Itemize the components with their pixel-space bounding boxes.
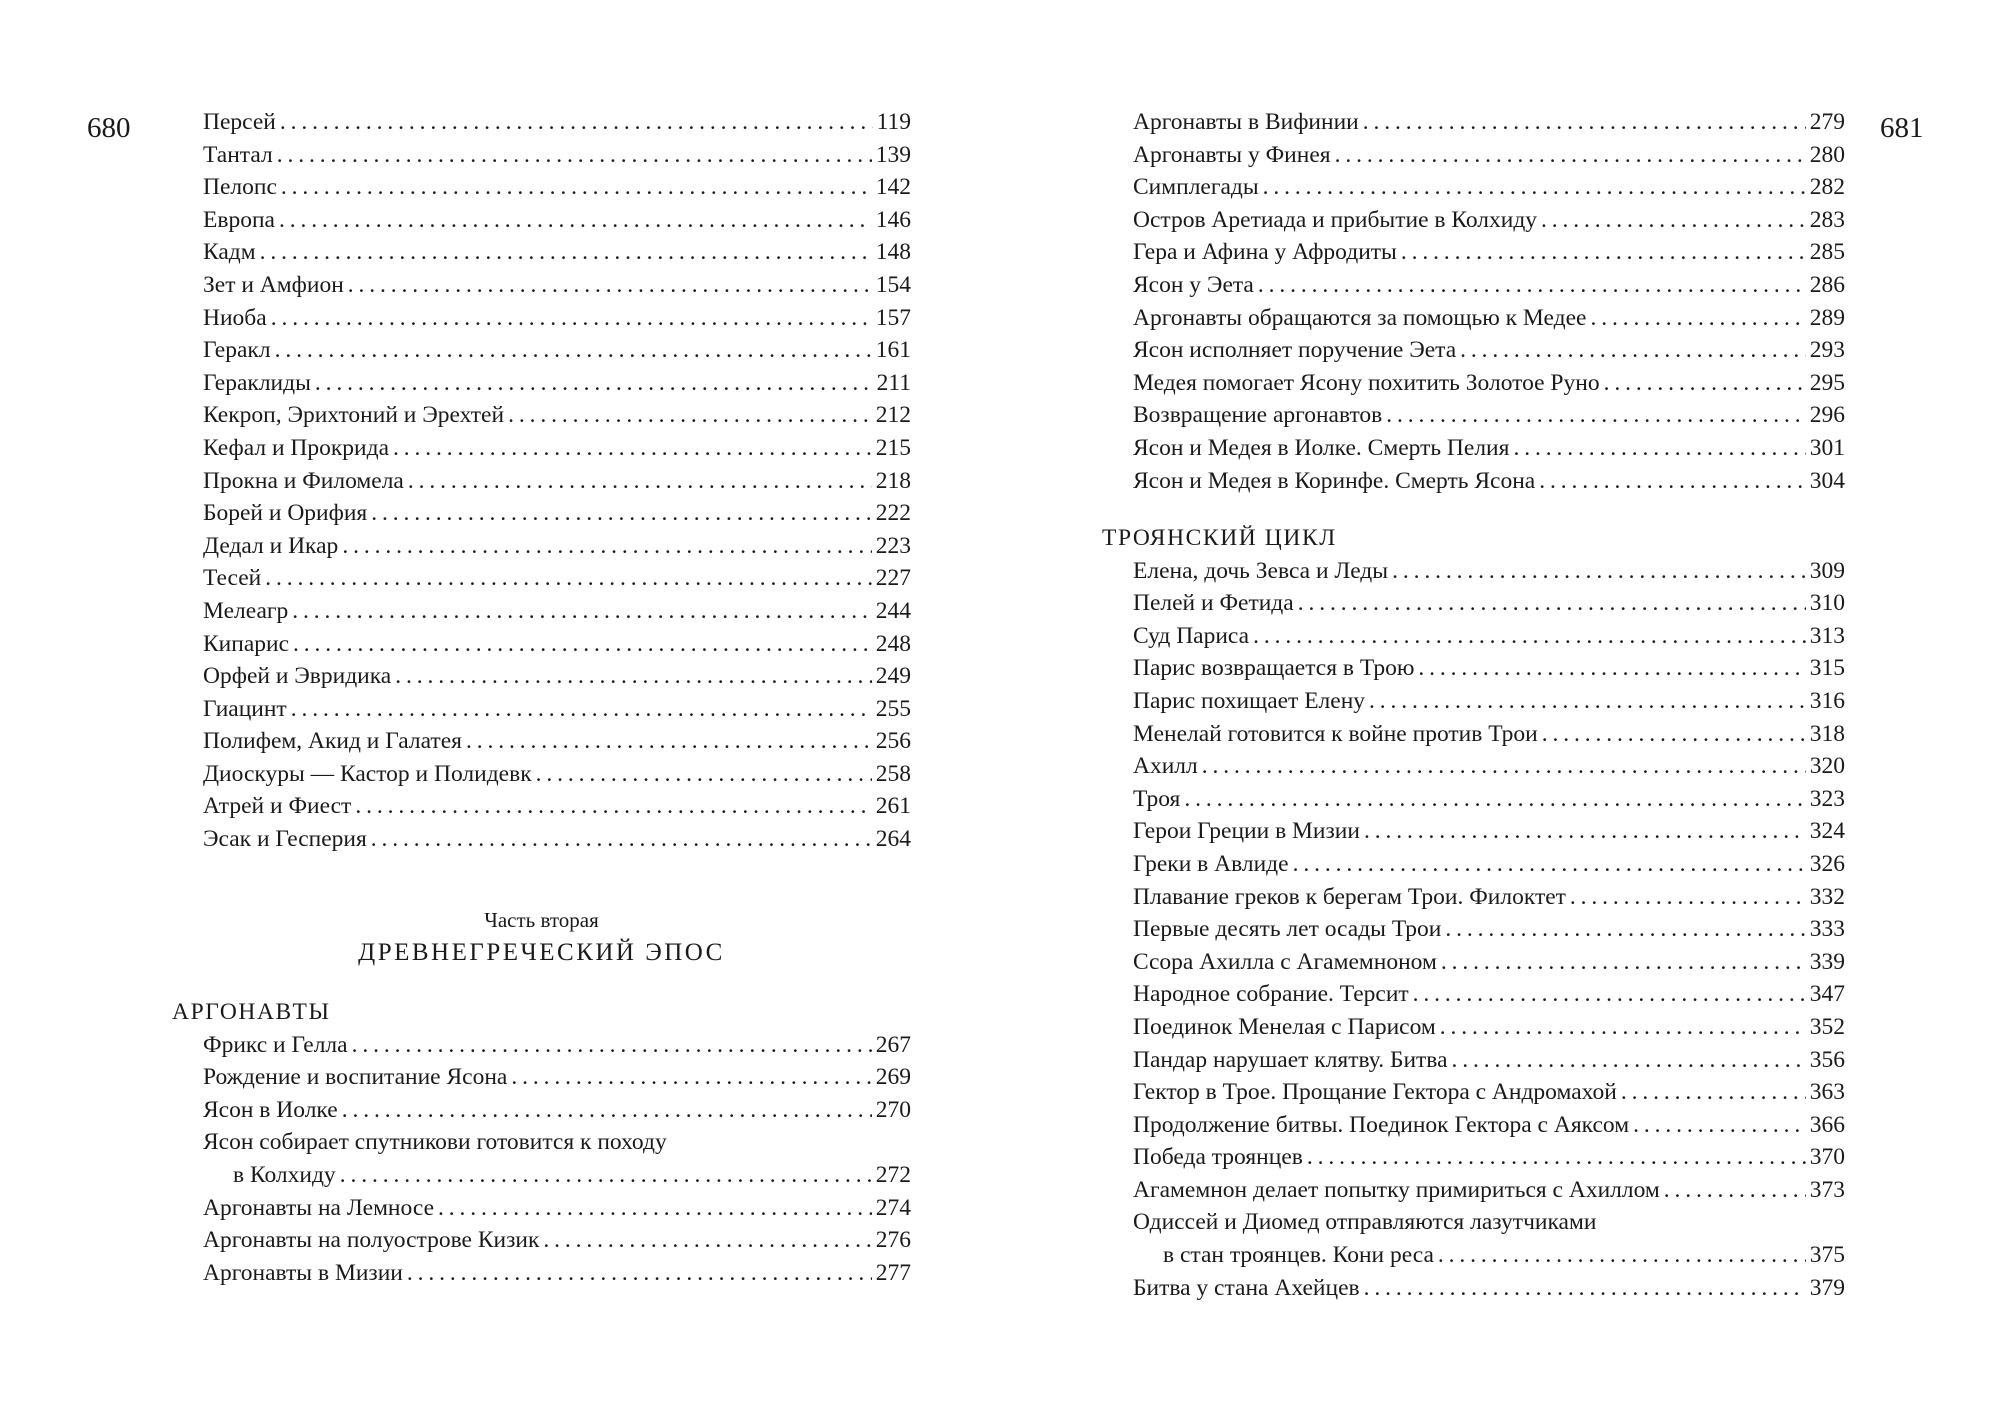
toc-entry-page: 293 [1809, 337, 1845, 364]
toc-entry-title: Геракл [203, 337, 271, 364]
toc-entry [1133, 1239, 1845, 1272]
toc-entry [1133, 587, 1845, 620]
toc-entry-title: Мелеагр [203, 597, 289, 624]
toc-entry-title: Дедал и Икар [203, 532, 339, 559]
section-heading-argonauts: АРГОНАВТЫ [172, 999, 331, 1025]
part-heading [172, 905, 911, 971]
toc-entry-title: Ясон в Иолке [203, 1096, 338, 1123]
toc-entry [1133, 1272, 1845, 1305]
dot-leader [1258, 269, 1806, 302]
toc-entry-title: Пелопс [203, 174, 277, 201]
toc-entry-page: 157 [875, 304, 911, 331]
toc-entry [1133, 432, 1845, 465]
toc-entry [1133, 334, 1845, 367]
toc-entry-page: 301 [1809, 434, 1845, 461]
toc-entry [203, 725, 911, 758]
toc-entry-page: 261 [875, 793, 911, 820]
toc-entry [1133, 848, 1845, 881]
toc-entry-page: 146 [875, 206, 911, 233]
toc-entry [203, 334, 911, 367]
toc-entry-page: 255 [875, 695, 911, 722]
dot-leader [1633, 1109, 1806, 1142]
toc-entry-page: 139 [875, 141, 911, 168]
toc-entry-page: 375 [1809, 1242, 1845, 1269]
toc-list-right-top [1133, 106, 1845, 497]
toc-entry-page: 313 [1809, 622, 1845, 649]
toc-entry-title: Агамемнон делает попытку примириться с Ахиллом [1133, 1176, 1660, 1203]
toc-entry-title: Ниоба [203, 304, 267, 331]
toc-entry-page: 249 [875, 663, 911, 690]
toc-entry-page: 211 [876, 369, 911, 396]
toc-entry [203, 595, 911, 628]
toc-entry-title: Прокна и Филомела [203, 467, 404, 494]
toc-entry-title: Эсак и Гесперия [203, 826, 367, 853]
toc-entry-title: Народное собрание. Терсит [1133, 981, 1409, 1008]
toc-entry [203, 497, 911, 530]
toc-entry-title: Борей и Орифия [203, 500, 368, 527]
toc-entry-page: 332 [1809, 883, 1845, 910]
dot-leader [1590, 302, 1805, 335]
toc-entry-page: 333 [1809, 916, 1845, 943]
toc-entry [1133, 783, 1845, 816]
toc-entry-page: 347 [1809, 981, 1845, 1008]
toc-entry [1133, 302, 1845, 335]
toc-entry-page: 119 [876, 109, 911, 135]
toc-entry [1133, 1076, 1845, 1109]
toc-entry-title: Аргонавты у Финея [1133, 141, 1331, 168]
toc-entry [203, 562, 911, 595]
toc-entry [203, 1094, 911, 1127]
dot-leader [543, 1224, 871, 1257]
toc-entry [203, 432, 911, 465]
dot-leader [407, 1257, 872, 1290]
toc-entry-page: 352 [1809, 1013, 1845, 1040]
toc-entry-title: Аргонавты в Мизии [203, 1259, 403, 1286]
dot-leader [1513, 432, 1805, 465]
toc-entry-title: Ахилл [1133, 753, 1198, 780]
toc-entry-page: 373 [1809, 1176, 1845, 1203]
toc-entry-title: Гиацинт [203, 695, 287, 722]
toc-entry-page: 218 [875, 467, 911, 494]
toc-entry [1133, 750, 1845, 783]
toc-list-left-top [203, 106, 911, 856]
dot-leader [1293, 848, 1806, 881]
toc-entry-title: Ясон и Медея в Коринфе. Смерть Ясона [1133, 467, 1536, 494]
dot-leader [348, 269, 872, 302]
dot-leader [1335, 139, 1806, 172]
toc-entry-title: Диоскуры — Кастор и Полидевк [203, 760, 532, 787]
dot-leader [281, 171, 872, 204]
dot-leader [265, 562, 872, 595]
toc-section-troy [1102, 522, 1845, 1304]
toc-entry-title: Возвращение аргонавтов [1133, 402, 1383, 429]
dot-leader [1263, 171, 1806, 204]
toc-entry [203, 302, 911, 335]
toc-entry-title: Тесей [203, 565, 262, 592]
toc-entry-title: Остров Аретиада и прибытие в Колхиду [1133, 206, 1538, 233]
toc-entry [1133, 815, 1845, 848]
toc-entry-page: 318 [1809, 720, 1845, 747]
toc-entry-title: Суд Париса [1133, 622, 1250, 649]
toc-entry [1133, 1141, 1845, 1174]
dot-leader [1413, 978, 1806, 1011]
toc-entry-title: Кекроп, Эрихтоний и Эрехтей [203, 402, 505, 429]
toc-entry-page: 309 [1809, 557, 1845, 584]
dot-leader [293, 628, 872, 661]
toc-entry [203, 1029, 911, 1062]
dot-leader [342, 1094, 872, 1127]
part-subtitle: Часть вторая [484, 908, 599, 932]
page-number-right: 681 [1880, 112, 1924, 144]
toc-entry-title: Аргонавты в Вифинии [1133, 109, 1359, 135]
toc-entry [203, 628, 911, 661]
toc-entry-page: 324 [1809, 818, 1845, 845]
dot-leader [292, 595, 871, 628]
dot-leader [1445, 913, 1805, 946]
toc-entry [203, 790, 911, 823]
dot-leader [1386, 399, 1805, 432]
toc-entry-title: Атрей и Фиест [203, 793, 352, 820]
dot-leader [271, 302, 872, 335]
toc-entry [203, 399, 911, 432]
toc-entry-page: 282 [1809, 174, 1845, 201]
toc-entry-page: 148 [875, 239, 911, 266]
dot-leader [1253, 620, 1806, 653]
toc-entry-title: Кефал и Прокрида [203, 434, 390, 461]
toc-entry [1133, 269, 1845, 302]
dot-leader [1418, 652, 1805, 685]
toc-entry [1133, 881, 1845, 914]
toc-entry-title: Герои Греции в Мизии [1133, 818, 1360, 845]
toc-entry [203, 171, 911, 204]
toc-entry-title: Елена, дочь Зевса и Леды [1133, 557, 1389, 584]
dot-leader [280, 106, 873, 139]
toc-entry-title: Гера и Афина у Афродиты [1133, 239, 1397, 266]
toc-entry-title: Полифем, Акид и Галатея [203, 728, 462, 755]
dot-leader [1184, 783, 1805, 816]
toc-entry [1133, 978, 1845, 1011]
dot-leader [260, 236, 872, 269]
toc-entry-title: Троя [1133, 785, 1181, 812]
toc-entry-title: Рождение и воспитание Ясона [203, 1064, 508, 1091]
toc-entry [1133, 204, 1845, 237]
toc-entry-page: 269 [875, 1064, 911, 1091]
toc-entry [1133, 946, 1845, 979]
toc-entry-page: 320 [1809, 753, 1845, 780]
toc-entry-page: 223 [875, 532, 911, 559]
toc-entry-page: 310 [1809, 590, 1845, 617]
toc-entry-title: Аргонавты на полуострове Кизик [203, 1227, 540, 1254]
toc-entry-title: Симплегады [1133, 174, 1259, 201]
dot-leader [342, 530, 871, 563]
toc-entry-page: 142 [875, 174, 911, 201]
toc-entry-title: Европа [203, 206, 275, 233]
toc-entry-page: 370 [1809, 1144, 1845, 1171]
toc-entry-title: Парис возвращается в Трою [1133, 655, 1415, 682]
toc-entry-page: 279 [1809, 109, 1845, 135]
toc-entry-title: Парис похищает Елену [1133, 687, 1366, 714]
dot-leader [466, 725, 872, 758]
toc-entry-page: 296 [1809, 402, 1845, 429]
dot-leader [355, 790, 871, 823]
toc-entry-title: Гераклиды [203, 369, 311, 396]
toc-entry-title: Греки в Авлиде [1133, 850, 1289, 877]
dot-leader [1539, 465, 1806, 498]
toc-entry [1133, 236, 1845, 269]
toc-entry-page: 315 [1809, 655, 1845, 682]
dot-leader [395, 660, 872, 693]
toc-entry-title: Ясон исполняет поручение Эета [1133, 337, 1457, 364]
toc-entry [1133, 1044, 1845, 1077]
toc-entry-title: Персей [203, 109, 276, 135]
toc-entry-title: Пандар нарушает клятву. Битва [1133, 1046, 1448, 1073]
toc-entry-page: 295 [1809, 369, 1845, 396]
toc-entry [203, 465, 911, 498]
toc-entry-title: Битва у стана Ахейцев [1133, 1274, 1360, 1301]
toc-entry [203, 204, 911, 237]
dot-leader [1621, 1076, 1806, 1109]
toc-entry [1133, 620, 1845, 653]
toc-entry [203, 269, 911, 302]
toc-entry [1133, 139, 1845, 172]
toc-entry-page: 304 [1809, 467, 1845, 494]
toc-entry [203, 1224, 911, 1257]
toc-entry-page: 272 [875, 1161, 911, 1188]
toc-entry-page: 258 [875, 760, 911, 787]
toc-entry-page: 274 [875, 1194, 911, 1221]
toc-entry-page: 244 [875, 597, 911, 624]
toc-entry [1133, 171, 1845, 204]
toc-entry-page: 264 [875, 826, 911, 853]
dot-leader [1401, 236, 1806, 269]
toc-entry-page: 277 [875, 1259, 911, 1286]
toc-entry [1133, 718, 1845, 751]
dot-leader [275, 334, 872, 367]
toc-entry-page: 222 [875, 500, 911, 527]
toc-entry-title: Ссора Ахилла с Агамемноном [1133, 948, 1437, 975]
toc-entry [1133, 106, 1845, 139]
toc-entry-title-line: Ясон собирает спутникови готовится к походу [203, 1129, 667, 1156]
dot-leader [291, 693, 872, 726]
dot-leader [438, 1192, 872, 1225]
dot-leader [1460, 334, 1806, 367]
toc-entry-title: в стан троянцев. Кони реса [1163, 1242, 1434, 1269]
toc-entry [203, 106, 911, 139]
toc-entry-title: Ясон у Эета [1133, 271, 1254, 298]
toc-entry-page: 280 [1809, 141, 1845, 168]
toc-entry-title: Медея помогает Ясону похитить Золотое Руно [1133, 369, 1600, 396]
toc-entry-page: 283 [1809, 206, 1845, 233]
toc-entry [203, 660, 911, 693]
dot-leader [279, 204, 872, 237]
toc-entry-page: 356 [1809, 1046, 1845, 1073]
toc-entry-page: 248 [875, 630, 911, 657]
toc-entry [203, 823, 911, 856]
dot-leader [393, 432, 872, 465]
dot-leader [536, 758, 872, 791]
dot-leader [511, 1061, 871, 1094]
toc-entry-page: 212 [875, 402, 911, 429]
toc-entry [203, 693, 911, 726]
toc-entry-title: Зет и Амфион [203, 271, 344, 298]
toc-entry-page: 267 [875, 1031, 911, 1058]
toc-entry [203, 1159, 911, 1192]
toc-entry [203, 1257, 911, 1290]
toc-entry [203, 758, 911, 791]
toc-entry-page: 363 [1809, 1079, 1845, 1106]
dot-leader [1441, 946, 1806, 979]
dot-leader [1369, 685, 1806, 718]
dot-leader [1298, 587, 1806, 620]
dot-leader [1570, 881, 1806, 914]
toc-list-argonauts [203, 1029, 911, 1290]
dot-leader [1363, 106, 1806, 139]
dot-leader [408, 465, 872, 498]
toc-entry-page: 276 [875, 1227, 911, 1254]
toc-section-argonauts [172, 996, 911, 1289]
toc-entry-title: Плавание греков к берегам Трои. Филоктет [1133, 883, 1566, 910]
toc-entry-page: 270 [875, 1096, 911, 1123]
dot-leader [1604, 367, 1806, 400]
toc-entry-title: Фрикс и Гелла [203, 1031, 348, 1058]
page-number-left: 680 [87, 112, 131, 144]
toc-entry [1133, 555, 1845, 588]
toc-entry-title: Ясон и Медея в Иолке. Смерть Пелия [1133, 434, 1510, 461]
toc-entry [203, 1061, 911, 1094]
dot-leader [352, 1029, 872, 1062]
dot-leader [340, 1159, 872, 1192]
toc-entry-page: 339 [1809, 948, 1845, 975]
toc-entry-page: 323 [1809, 785, 1845, 812]
toc-entry-title: Продолжение битвы. Поединок Гектора с Аяксом [1133, 1111, 1630, 1138]
dot-leader [277, 139, 872, 172]
toc-entry [203, 1192, 911, 1225]
toc-entry-page: 154 [875, 271, 911, 298]
toc-entry-title: Тантал [203, 141, 273, 168]
toc-entry [1133, 399, 1845, 432]
dot-leader [371, 497, 872, 530]
toc-entry-title: Аргонавты обращаются за помощью к Медее [1133, 304, 1587, 331]
toc-entry [1133, 1011, 1845, 1044]
toc-entry-title: Менелай готовится к войне против Трои [1133, 720, 1538, 747]
part-title: ДРЕВНЕГРЕЧЕСКИЙ ЭПОС [358, 939, 725, 966]
dot-leader [1452, 1044, 1806, 1077]
toc-entry [1133, 652, 1845, 685]
dot-leader [1202, 750, 1806, 783]
toc-entry [1133, 685, 1845, 718]
toc-entry [1133, 1109, 1845, 1142]
section-heading-troy: ТРОЯНСКИЙ ЦИКЛ [1102, 525, 1337, 551]
toc-entry-title: Кипарис [203, 630, 290, 657]
toc-entry [1133, 367, 1845, 400]
toc-entry [203, 236, 911, 269]
dot-leader [1542, 718, 1806, 751]
toc-entry-title: Орфей и Эвридика [203, 663, 392, 690]
toc-list-troy [1133, 555, 1845, 1305]
toc-entry-title: Победа троянцев [1133, 1144, 1303, 1171]
toc-entry-title: Кадм [203, 239, 256, 266]
dot-leader [1664, 1174, 1806, 1207]
dot-leader [315, 367, 873, 400]
dot-leader [371, 823, 872, 856]
toc-entry [203, 367, 911, 400]
dot-leader [1364, 1272, 1806, 1305]
dot-leader [1364, 815, 1806, 848]
toc-entry-page: 379 [1809, 1274, 1845, 1301]
toc-entry-page: 256 [875, 728, 911, 755]
dot-leader [1440, 1011, 1806, 1044]
toc-entry [1133, 465, 1845, 498]
dot-leader [508, 399, 872, 432]
dot-leader [1307, 1141, 1806, 1174]
toc-entry-title: Поединок Менелая с Парисом [1133, 1013, 1436, 1040]
toc-entry-page: 289 [1809, 304, 1845, 331]
dot-leader [1392, 555, 1806, 588]
toc-entry-page: 286 [1809, 271, 1845, 298]
toc-entry-title: в Колхиду [233, 1161, 336, 1188]
toc-entry-title: Пелей и Фетида [1133, 590, 1294, 617]
toc-entry [1133, 1174, 1845, 1207]
toc-entry-title: Аргонавты на Лемносе [203, 1194, 434, 1221]
toc-entry [1133, 913, 1845, 946]
toc-entry [203, 139, 911, 172]
toc-entry-page: 316 [1809, 687, 1845, 714]
toc-entry-page: 366 [1809, 1111, 1845, 1138]
toc-entry-title: Гектор в Трое. Прощание Гектора с Андромахой [1133, 1079, 1617, 1106]
toc-entry-title: Первые десять лет осады Трои [1133, 916, 1442, 943]
toc-entry-page: 161 [875, 337, 911, 364]
toc-entry-page: 285 [1809, 239, 1845, 266]
toc-entry-title-line: Одиссей и Диомед отправляются лазутчиками [1133, 1209, 1597, 1236]
toc-entry [203, 530, 911, 563]
dot-leader [1438, 1239, 1806, 1272]
toc-entry-page: 227 [875, 565, 911, 592]
dot-leader [1541, 204, 1806, 237]
toc-entry-page: 326 [1809, 850, 1845, 877]
toc-entry-page: 215 [875, 434, 911, 461]
